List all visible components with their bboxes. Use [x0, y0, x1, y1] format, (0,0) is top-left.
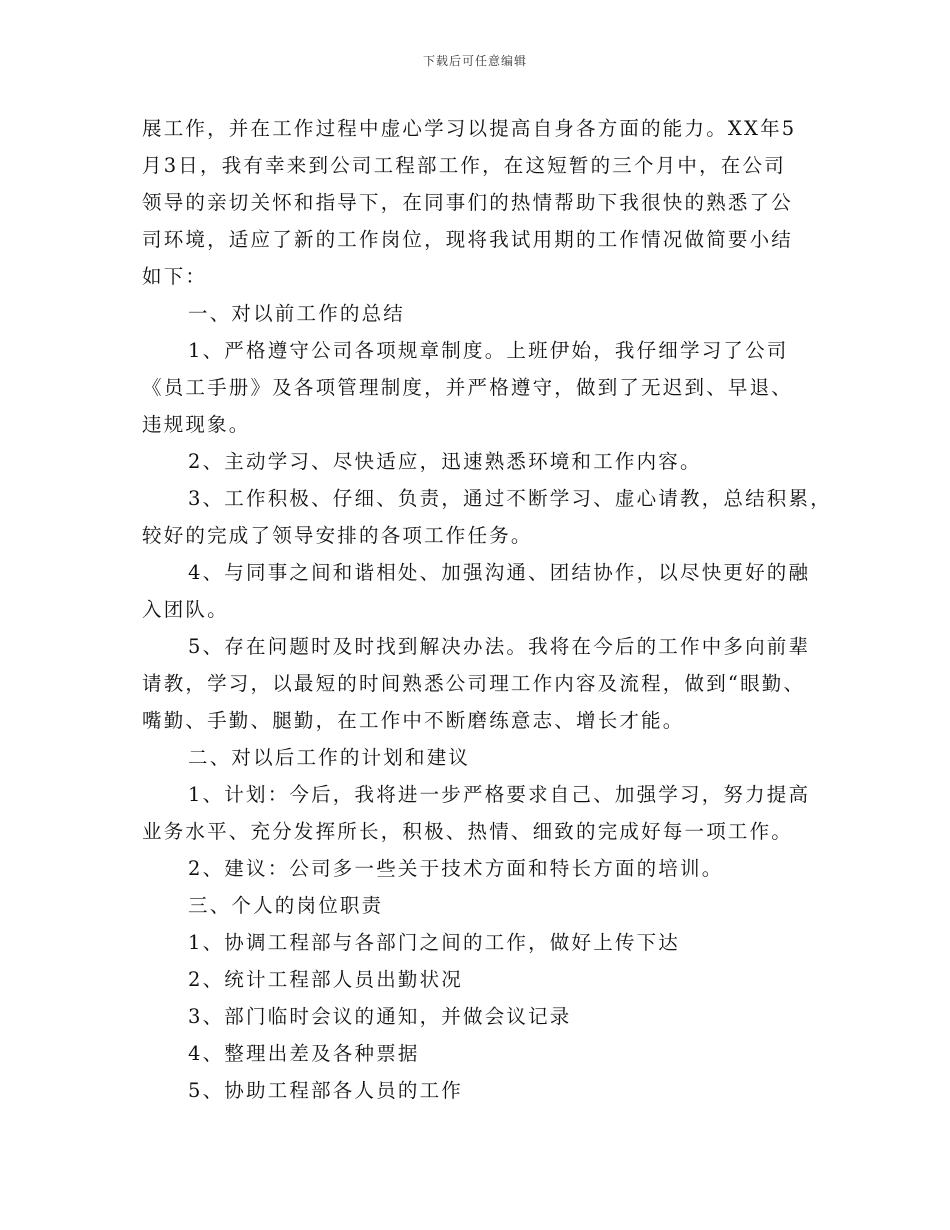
list-item: 2、统计工程部人员出勤状况	[188, 968, 464, 991]
text-line: 司环境，适应了新的工作岗位，现将我试用期的工作情况做简要小结	[142, 228, 794, 251]
list-item: 1、协调工程部与各部门之间的工作，做好上传下达	[188, 931, 681, 954]
text-line: 2、主动学习、尽快适应，迅速熟悉环境和工作内容。	[188, 450, 702, 473]
section-heading-1: 一、对以前工作的总结	[188, 302, 406, 325]
text-line: 1、计划：今后，我将进一步严格要求自己、加强学习，努力提高	[188, 783, 811, 806]
text-line: 业务水平、充分发挥所长，积极、热情、细致的完成好每一项工作。	[142, 820, 794, 843]
text-line: 请教，学习，以最短的时间熟悉公司理工作内容及流程，做到“眼勤、	[142, 672, 806, 695]
text-line: 较好的完成了领导安排的各项工作任务。	[142, 524, 533, 547]
document-body	[142, 110, 832, 1109]
text-line: 嘴勤、手勤、腿勤，在工作中不断磨练意志、增长才能。	[142, 709, 685, 732]
text-line: 《员工手册》及各项管理制度，并严格遵守，做到了无迟到、早退、	[142, 376, 794, 399]
section-heading-2: 二、对以后工作的计划和建议	[188, 746, 471, 769]
text-line: 入团队。	[142, 598, 229, 621]
list-item: 3、部门临时会议的通知，并做会议记录	[188, 1005, 572, 1028]
section-heading-3: 三、个人的岗位职责	[188, 894, 384, 917]
text-line: 违规现象。	[142, 413, 251, 436]
text-line: 展工作，并在工作过程中虚心学习以提高自身各方面的能力。XX年5	[142, 117, 797, 140]
page-header-note: 下载后可任意编辑	[422, 54, 527, 68]
list-item: 4、整理出差及各种票据	[188, 1042, 420, 1065]
text-line: 如下：	[142, 265, 208, 288]
text-line: 2、建议：公司多一些关于技术方面和特长方面的培训。	[188, 857, 724, 880]
text-line: 1、严格遵守公司各项规章制度。上班伊始，我仔细学习了公司	[188, 339, 789, 362]
text-line: 4、与同事之间和谐相处、加强沟通、团结协作，以尽快更好的融	[188, 561, 811, 584]
text-line: 3、工作积极、仔细、负责，通过不断学习、虚心请教，总结积累，	[188, 487, 832, 510]
text-line: 5、存在问题时及时找到解决办法。我将在今后的工作中多向前辈	[188, 635, 811, 658]
list-item: 5、协助工程部各人员的工作	[188, 1079, 464, 1102]
text-line: 月3日，我有幸来到公司工程部工作，在这短暂的三个月中，在公司	[142, 154, 786, 177]
text-line: 领导的亲切关怀和指导下，在同事们的热情帮助下我很快的熟悉了公	[142, 191, 794, 214]
